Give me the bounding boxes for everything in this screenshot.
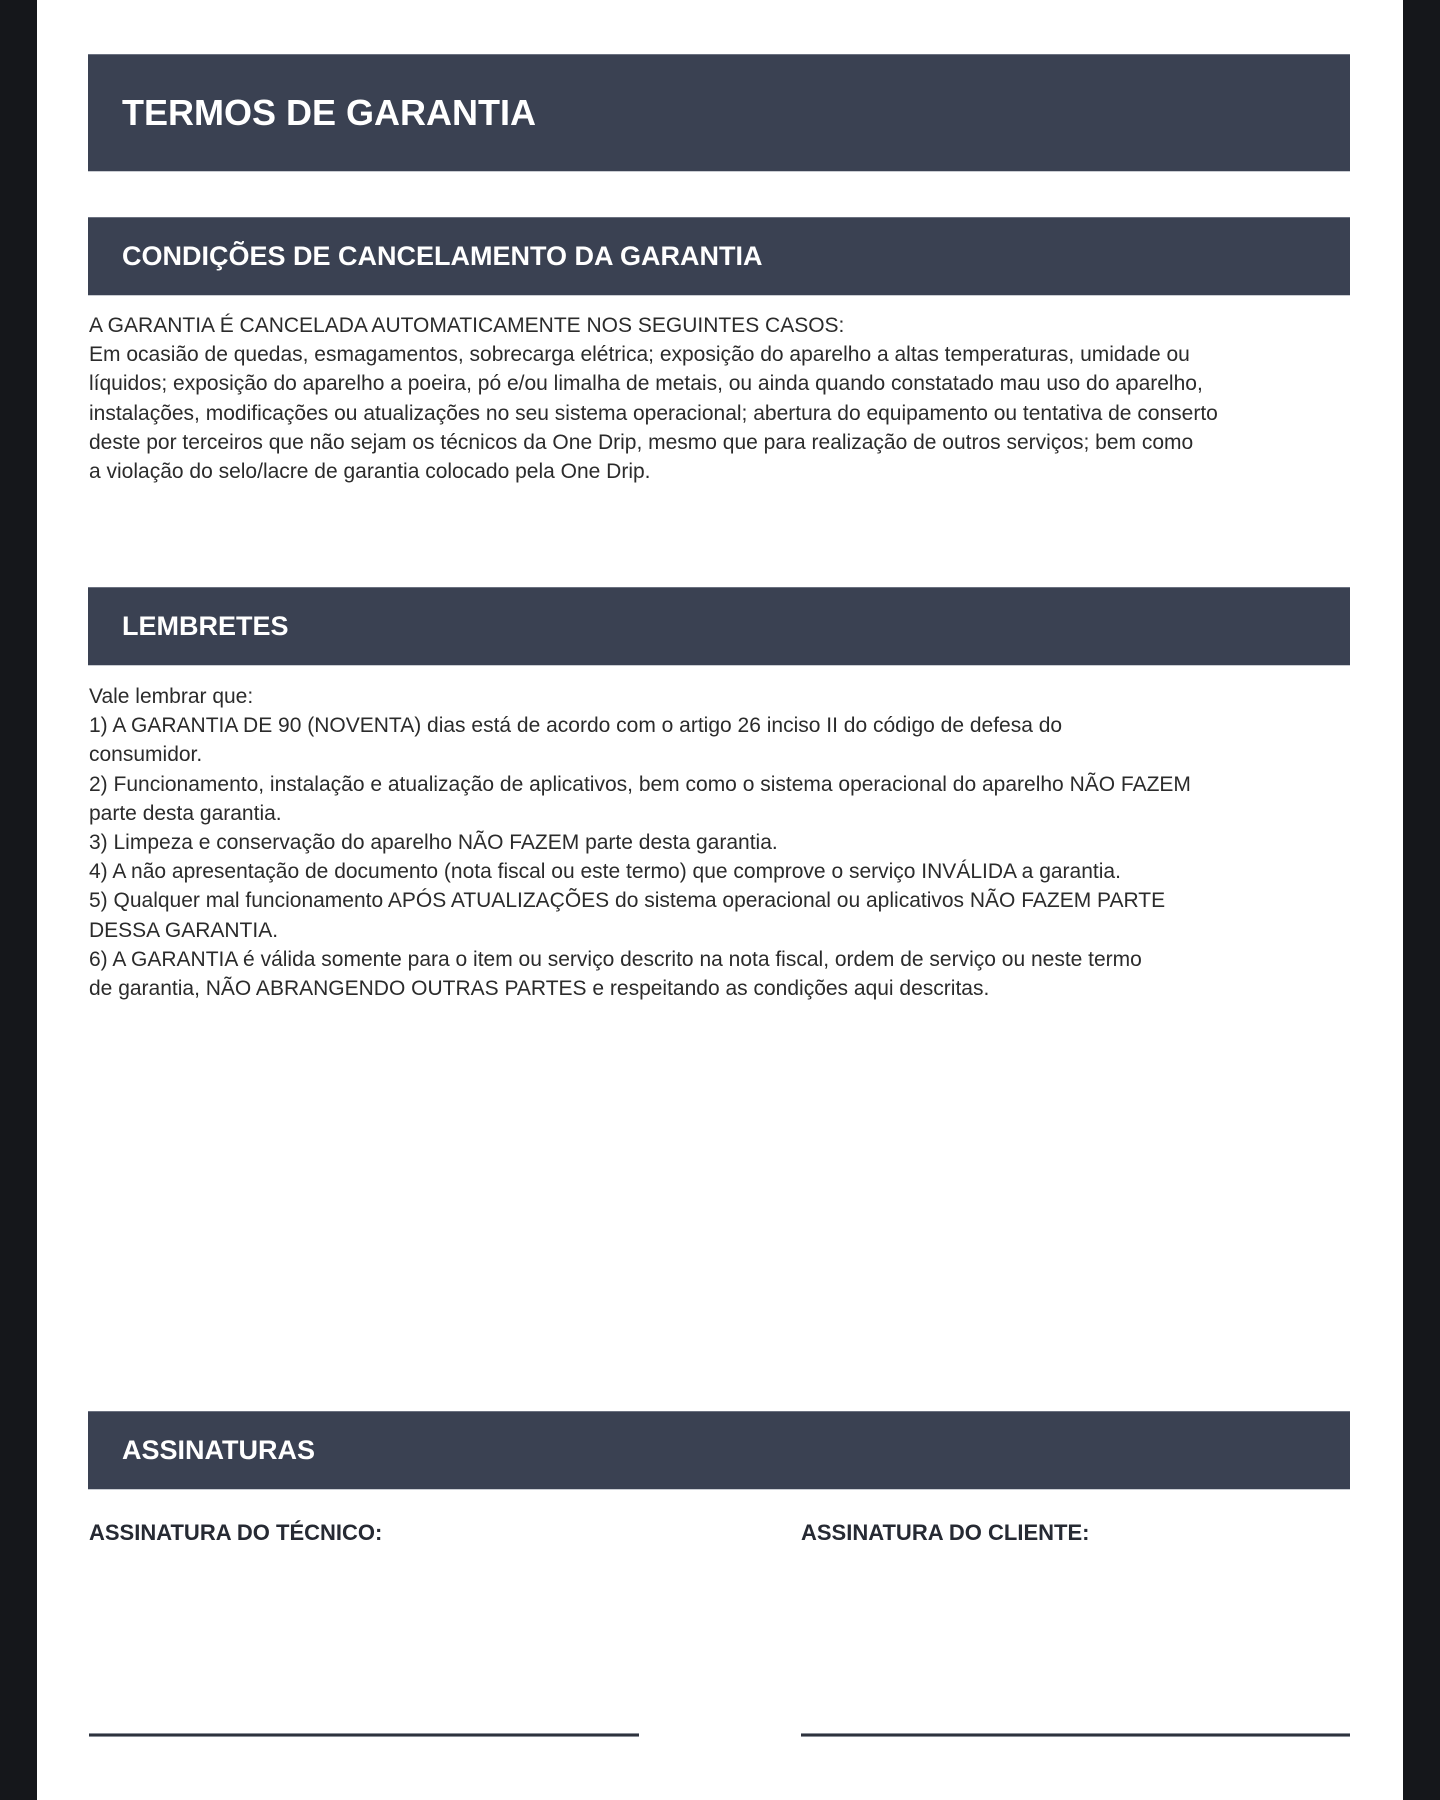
reminder-line: 4) A não apresentação de documento (nota fiscal ou este termo) que comprove o serviço INVÁLIDA a garantia. (89, 860, 1121, 884)
signatures-heading: ASSINATURAS (122, 1435, 316, 1465)
cancellation-line: a violação do selo/lacre de garantia colocado pela One Drip. (89, 460, 651, 484)
reminder-line: 5) Qualquer mal funcionamento APÓS ATUALIZAÇÕES do sistema operacional ou aplicativos NÃO FAZEM PARTE (89, 889, 1166, 913)
reminder-line: 2) Funcionamento, instalação e atualização de aplicativos, bem como o sistema operacional do aparelho NÃO FAZEM (89, 772, 1191, 796)
reminder-line: Vale lembrar que: (89, 685, 254, 708)
reminder-line: parte desta garantia. (89, 801, 282, 825)
cancellation-heading: CONDIÇÕES DE CANCELAMENTO DA GARANTIA (122, 241, 763, 271)
cancellation-line: deste por terceiros que não sejam os técnicos da One Drip, mesmo que para realização de outros serviços; bem como (89, 430, 1194, 454)
reminder-line: 3) Limpeza e conservação do aparelho NÃO FAZEM parte desta garantia. (89, 831, 778, 855)
document-page (37, 0, 1403, 1800)
reminders-body (89, 682, 1359, 1003)
client-signature-label: ASSINATURA DO CLIENTE: (801, 1520, 1090, 1545)
reminder-line: 6) A GARANTIA é válida somente para o item ou serviço descrito na nota fiscal, ordem de serviço ou neste termo (89, 947, 1142, 971)
document-title-bar (88, 54, 1350, 172)
reminder-line: consumidor. (89, 743, 203, 767)
cancellation-line: instalações, modificações ou atualizações no seu sistema operacional; abertura do equipamento ou tentativa de conserto (89, 401, 1218, 425)
reminders-heading: LEMBRETES (122, 611, 289, 641)
cancellation-line: A GARANTIA É CANCELADA AUTOMATICAMENTE NOS SEGUINTES CASOS: (89, 314, 845, 337)
client-signature-line (801, 1733, 1350, 1737)
signatures-section-header (88, 1411, 1350, 1490)
reminder-line: DESSA GARANTIA. (89, 918, 279, 942)
technician-signature-line (89, 1733, 639, 1737)
reminders-section-header (88, 587, 1350, 666)
cancellation-line: Em ocasião de quedas, esmagamentos, sobrecarga elétrica; exposição do aparelho a altas temperaturas, umidade ou (89, 343, 1190, 367)
cancellation-section-header (88, 217, 1350, 296)
cancellation-body (89, 311, 1359, 486)
technician-signature-label: ASSINATURA DO TÉCNICO: (89, 1520, 383, 1545)
cancellation-line: líquidos; exposição do aparelho a poeira, pó e/ou limalha de metais, ou ainda quando constatado mau uso do aparelho, (89, 372, 1203, 396)
reminder-line: 1) A GARANTIA DE 90 (NOVENTA) dias está de acordo com o artigo 26 inciso II do código de defesa do (89, 714, 1063, 738)
document-title: TERMOS DE GARANTIA (122, 92, 536, 133)
reminder-line: de garantia, NÃO ABRANGENDO OUTRAS PARTES e respeitando as condições aqui descritas. (89, 977, 990, 1001)
